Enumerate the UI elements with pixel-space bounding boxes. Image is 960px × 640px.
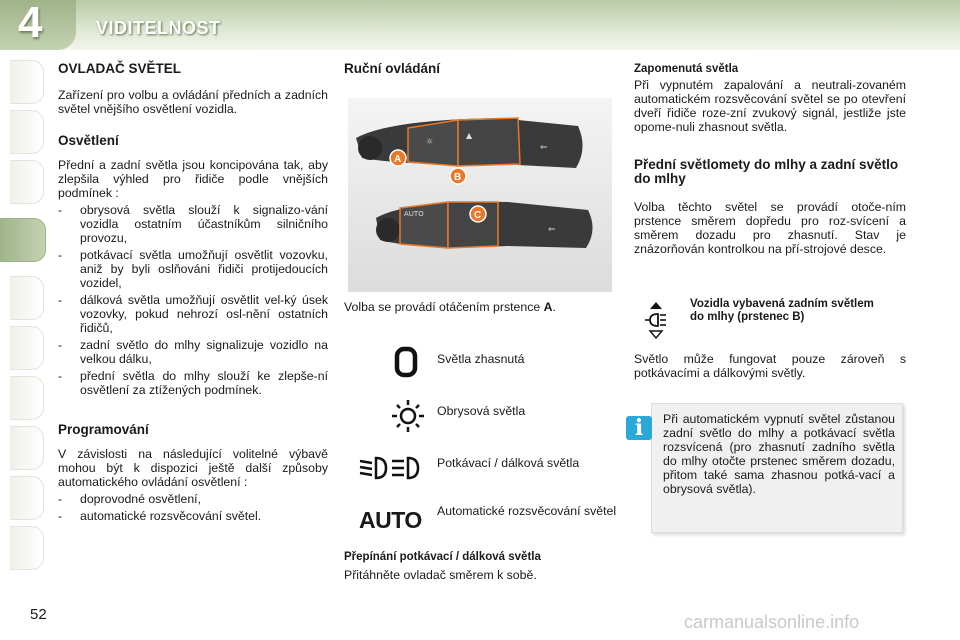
osvetleni-heading: Osvětlení [58,133,119,148]
zadni-text: Světlo může fungovat pouze zároveň s potkávacími a dálkovými světly. [634,352,906,380]
list-item: - potkávací světla umožňují osvětlit vozovku, aniž by byli oslňováni řidiči protijedoucích vozidel, [58,248,328,290]
legend-label: Potkávací / dálková světla [437,456,580,470]
page-number: 52 [30,606,47,623]
side-tab-5[interactable] [10,276,44,320]
zadni-heading: Vozidla vybavená zadním světlem do mlhy (prstenec B) [690,298,874,323]
page-title: VIDITELNOST [96,18,221,38]
side-tab-4-active[interactable] [0,218,46,262]
legend-row-off [356,344,618,388]
rear-fog-icon [644,300,668,340]
prepinani-heading: Přepínání potkávací / dálková světla [344,551,541,563]
volba-end: . [552,300,556,314]
volba-bold: A [543,300,553,314]
lights-off-icon [356,344,426,384]
list-item: - přední světla do mlhy slouží ke zlepše-ní osvětlení za ztížených podmínek. [58,369,328,397]
side-tab-8[interactable] [10,426,44,470]
sidelights-icon [356,396,426,436]
svg-text:☼: ☼ [426,137,434,146]
mlhovky-heading: Přední světlomety do mlhy a zadní světlo do mlhy [634,157,899,186]
svg-text:A: A [394,154,402,165]
list-item: - automatické rozsvěcování světel. [58,509,328,523]
volba-text: Volba se provádí otáčením prstence [344,300,544,314]
label-b [450,168,466,184]
list-item: - zadní světlo do mlhy signalizuje vozidlo na velkou dálku, [58,338,328,366]
legend-label: Světla zhasnutá [437,352,525,366]
side-tab-6[interactable] [10,326,44,370]
osvetleni-list [58,203,328,397]
rucni-heading: Ruční ovládání [344,61,441,76]
side-tab-9[interactable] [10,476,44,520]
programovani-heading: Programování [58,422,149,437]
svg-text:▲: ▲ [466,131,473,140]
light-stalk-photo [348,98,612,292]
label-a [390,150,406,166]
stalk-illustration [348,98,612,292]
volba-line [344,300,616,314]
column-3 [634,62,906,256]
chapter-number: 4 [18,0,43,47]
list-item: - doprovodné osvětlení, [58,492,328,506]
legend-row-beam [356,448,618,492]
side-tab-10[interactable] [10,526,44,570]
svg-text:C: C [474,210,482,221]
side-tab-3[interactable] [10,160,44,204]
svg-text:⇐: ⇐ [548,225,556,235]
chapter-tab[interactable] [0,0,76,50]
osvetleni-text: Přední a zadní světla jsou koncipována tak, aby zlepšila výhled pro řidiče podle vnějších podmínek : [58,158,328,200]
section-title: OVLADAČ SVĚTEL [58,61,182,76]
watermark: carmanualsonline.info [684,612,860,632]
column-2 [344,62,616,86]
legend-row-auto [356,500,618,544]
list-item: - dálková světla umožňují osvětlit vel-ký úsek vozovky, pokud nehrozí osl-nění ostatních řidičů, [58,293,328,335]
legend-row-sidelights [356,396,618,440]
label-c [470,206,486,222]
zadni-heading-block [690,298,880,326]
side-tab-1[interactable] [10,60,44,104]
side-tab-7[interactable] [10,376,44,420]
svg-text:⇐: ⇐ [540,143,548,153]
programovani-text: V závislosti na následující volitelné výbavě mohou být k dispozici ještě další způsoby automatického ovládání osvětlení : [58,447,328,489]
mlhovky-text: Volba těchto světel se provádí otoče-ním prstence směrem dopředu pro roz-svícení a směrem dozadu pro zhasnutí. Stav je znázorňován kontrolkou na pří-strojové desce. [634,200,906,256]
zapomenuta-heading: Zapomenutá světla [634,63,739,75]
svg-text:AUTO: AUTO [404,210,424,218]
info-icon: i [626,416,652,440]
zapomenuta-text: Při vypnutém zapalování a neutrali-zovaném automatickém rozsvěcování světel se po otevření dveří řidiče roze-zní zvukový signál, jestliže jste opome-nuli zhasnout světla. [634,78,906,134]
auto-lighting-icon: AUTO [359,507,422,533]
intro-text: Zařízení pro volbu a ovládání předních a zadních světel vnějšího osvětlení vozidla. [58,88,328,116]
dipped-main-beam-icon [356,448,426,488]
prepinani-text: Přitáhněte ovladač směrem k sobě. [344,568,537,582]
svg-text:B: B [454,172,462,183]
zadni-text-block [634,352,906,380]
programovani-list [58,492,328,523]
legend-label: Automatické rozsvěcování světel [437,504,617,518]
column-1 [58,62,328,526]
prepinani-section [344,550,616,582]
legend-label: Obrysová světla [437,404,526,418]
side-tab-nav [0,60,46,580]
info-text: Při automatickém vypnutí světel zůstanou zadní světlo do mlhy a potkávací světla rozsvícená (pro zhasnutí zadního světla do mlhy otočte prstenec směrem dozadu, přitom také sama zhasnou potká-vací a obrysová světla). [663,412,895,496]
list-item: - obrysová světla slouží k signalizo-vání vozidla ostatním účastníkům silničního provozu, [58,203,328,245]
side-tab-2[interactable] [10,110,44,154]
